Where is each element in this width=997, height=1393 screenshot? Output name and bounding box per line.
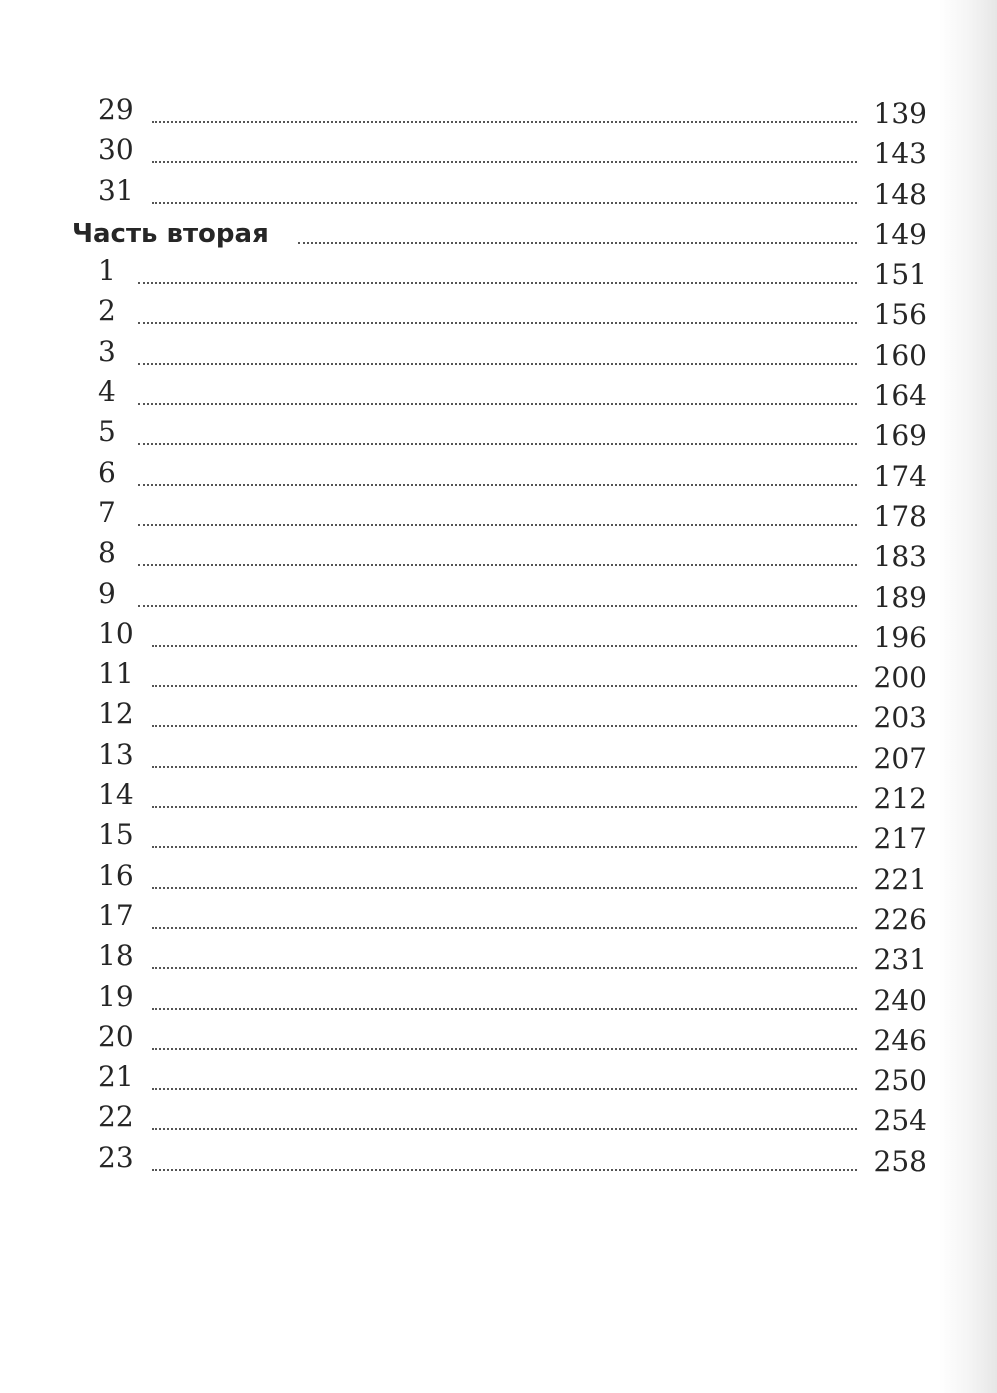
toc-part-heading (0, 213, 997, 253)
toc-entry-page: 143 (873, 137, 927, 171)
toc-leader-dots (152, 202, 857, 204)
toc-entry-page: 231 (873, 943, 927, 977)
toc-entry-label: 13 (98, 737, 134, 771)
toc-entry-label: 12 (98, 697, 134, 731)
toc-leader-dots (138, 363, 857, 365)
toc-entry (0, 616, 997, 656)
toc-entry-label: 30 (98, 133, 134, 167)
toc-entry-label: 14 (98, 778, 134, 812)
toc-leader-dots (138, 443, 857, 445)
toc-entry-page: 212 (873, 782, 927, 816)
toc-entry-page: 160 (873, 338, 927, 372)
toc-entry (0, 1140, 997, 1180)
toc-entry-page: 189 (873, 580, 927, 614)
toc-entry-page: 169 (873, 419, 927, 453)
toc-entry-label: 16 (98, 858, 134, 892)
toc-leader-dots (152, 806, 857, 808)
toc-entry-label: 11 (98, 657, 134, 691)
toc-leader-dots (152, 645, 857, 647)
toc-entry-page: 246 (873, 1023, 927, 1057)
toc-entry-label: 6 (98, 455, 116, 489)
toc-entry-page: 226 (873, 902, 927, 936)
toc-entry-label: 21 (98, 1060, 134, 1094)
toc-leader-dots (152, 725, 857, 727)
toc-entry (0, 253, 997, 293)
toc-entry (0, 1019, 997, 1059)
toc-entry-label: 2 (98, 294, 116, 328)
toc-entry-page: 174 (873, 459, 927, 493)
toc-entry-label: 8 (98, 536, 116, 570)
toc-entry-page: 254 (873, 1104, 927, 1138)
toc-entry (0, 696, 997, 736)
toc-entry (0, 535, 997, 575)
toc-leader-dots (138, 605, 857, 607)
toc-entry-label: 3 (98, 334, 116, 368)
toc-entry-page: 207 (873, 741, 927, 775)
toc-entry (0, 1059, 997, 1099)
toc-entry (0, 777, 997, 817)
toc-leader-dots (152, 1088, 857, 1090)
toc-part-title: Часть вторая (72, 218, 269, 249)
toc-leader-dots (152, 1008, 857, 1010)
toc-entry-page: 178 (873, 499, 927, 533)
toc-entry-label: 5 (98, 415, 116, 449)
toc-leader-dots (152, 846, 857, 848)
toc-entry-page: 258 (873, 1144, 927, 1178)
toc-leader-dots (152, 887, 857, 889)
toc-leader-dots (152, 967, 857, 969)
toc-entry (0, 938, 997, 978)
toc-entry-page: 164 (873, 379, 927, 413)
table-of-contents (0, 92, 997, 1180)
toc-leader-dots (138, 524, 857, 526)
toc-entry-label: 1 (98, 254, 116, 288)
toc-entry (0, 858, 997, 898)
toc-entry (0, 334, 997, 374)
toc-entry-page: 240 (873, 983, 927, 1017)
toc-entry-page: 139 (873, 97, 927, 130)
toc-entry-page: 148 (873, 177, 927, 211)
toc-entry (0, 414, 997, 454)
toc-entry (0, 656, 997, 696)
toc-entry (0, 1099, 997, 1139)
toc-entry-page: 200 (873, 661, 927, 695)
toc-entry (0, 576, 997, 616)
toc-entry-page: 250 (873, 1064, 927, 1098)
toc-entry (0, 455, 997, 495)
toc-entry-label: 15 (98, 818, 134, 852)
toc-leader-dots (152, 766, 857, 768)
toc-leader-dots (138, 322, 857, 324)
toc-leader-dots (152, 685, 857, 687)
toc-leader-dots (152, 1169, 857, 1171)
toc-entry-page: 221 (873, 862, 927, 896)
toc-entry (0, 898, 997, 938)
toc-leader-dots (152, 1128, 857, 1130)
toc-leader-dots (152, 927, 857, 929)
toc-leader-dots (138, 484, 857, 486)
toc-entry-label: 7 (98, 495, 116, 529)
toc-entry (0, 92, 997, 132)
toc-entry-label: 18 (98, 939, 134, 973)
toc-leader-dots (298, 242, 857, 244)
toc-entry-label: 22 (98, 1100, 134, 1134)
toc-leader-dots (152, 1048, 857, 1050)
toc-entry (0, 737, 997, 777)
toc-entry (0, 817, 997, 857)
toc-entry-label: 10 (98, 616, 134, 650)
toc-entry (0, 979, 997, 1019)
toc-entry (0, 132, 997, 172)
toc-entry-label: 4 (98, 375, 116, 409)
toc-entry-page: 203 (873, 701, 927, 735)
toc-entry-page: 183 (873, 540, 927, 574)
toc-entry-label: 9 (98, 576, 116, 610)
toc-leader-dots (138, 403, 857, 405)
toc-entry-label: 23 (98, 1140, 134, 1174)
toc-leader-dots (138, 564, 857, 566)
toc-entry-label: 29 (98, 93, 134, 126)
toc-entry-page: 156 (873, 298, 927, 332)
toc-entry-page: 151 (873, 258, 927, 292)
toc-entry (0, 173, 997, 213)
toc-entry (0, 374, 997, 414)
toc-entry-label: 19 (98, 979, 134, 1013)
toc-entry-label: 20 (98, 1019, 134, 1053)
toc-leader-dots (138, 282, 857, 284)
toc-entry-page: 217 (873, 822, 927, 856)
toc-leader-dots (152, 161, 857, 163)
toc-entry (0, 495, 997, 535)
toc-entry-label: 31 (98, 173, 134, 207)
toc-entry-page: 149 (873, 217, 927, 251)
toc-leader-dots (152, 121, 857, 123)
toc-entry-label: 17 (98, 898, 134, 932)
toc-entry-page: 196 (873, 620, 927, 654)
toc-entry (0, 293, 997, 333)
